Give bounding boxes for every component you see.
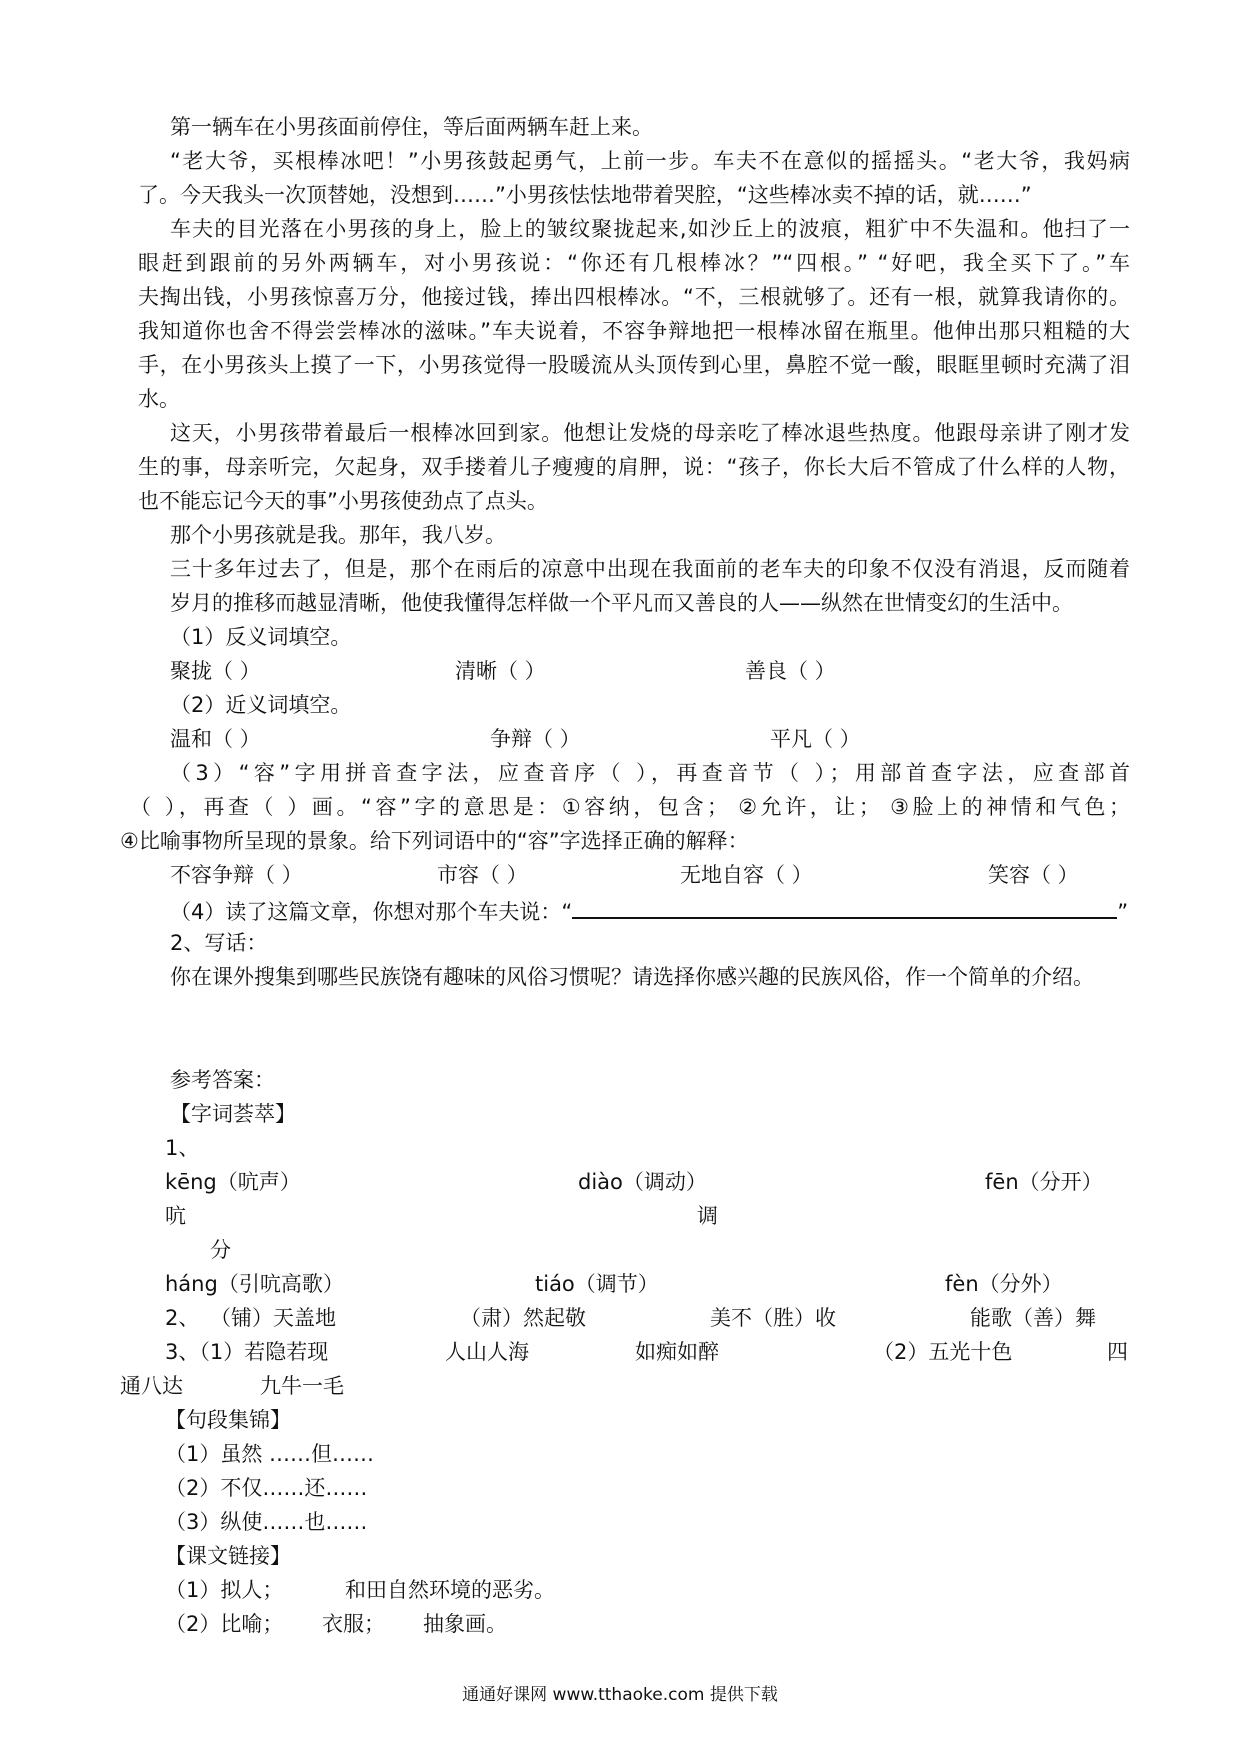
- answer-idiom-1: （铺）天盖地: [210, 1306, 336, 1330]
- answers-item-3-part-1: 3、（1）若隐若现: [165, 1340, 329, 1364]
- answer-pinyin-2: diào（调动）: [578, 1170, 707, 1194]
- question-1-title: （1）反义词填空。: [170, 625, 352, 649]
- question-1-item-a: 聚拢（ ）: [170, 659, 261, 683]
- question-2-title: （2）近义词填空。: [170, 693, 352, 717]
- answer-sentence-3: （3）纵使……也……: [165, 1510, 368, 1534]
- answers-item-3-part-2: （2）五光十色: [873, 1340, 1013, 1364]
- answers-item-2-number: 2、: [165, 1306, 200, 1330]
- passage-paragraph-4-line-2: 生的事，母亲听完，欠起身，双手搂着儿子瘦瘦的肩胛，说：“孩子，你长大后不管成了什么样的人物，: [138, 455, 1130, 479]
- answer-link-2-part-2: 衣服；: [322, 1612, 385, 1636]
- passage-paragraph-5: 那个小男孩就是我。那年，我八岁。: [170, 523, 506, 547]
- passage-paragraph-3-line-1: 车夫的目光落在小男孩的身上，脸上的皱纹聚拢起来,如沙丘上的波痕，粗犷中不失温和。他扫了一: [170, 217, 1130, 241]
- answer-sentence-2: （2）不仅……还……: [165, 1476, 368, 1500]
- question-2-item-c: 平凡（ ）: [770, 727, 861, 751]
- answer-blank-line: [572, 899, 1117, 919]
- passage-paragraph-4-line-1: 这天，小男孩带着最后一根棒冰回到家。他想让发烧的母亲吃了棒冰退些热度。他跟母亲讲了刚才发: [170, 421, 1130, 445]
- question-2-item-b: 争辩（ ）: [490, 727, 581, 751]
- question-1-item-c: 善良（ ）: [745, 659, 836, 683]
- passage-paragraph-6-line-1: 三十多年过去了，但是，那个在雨后的凉意中出现在我面前的老车夫的印象不仅没有消退，反而随着: [170, 557, 1130, 581]
- answer-link-2-part-1: （2）比喻；: [165, 1612, 284, 1636]
- passage-paragraph-2-line-2: 了。今天我头一次顶替她，没想到……”小男孩怯怯地带着哭腔，“这些棒冰卖不掉的话，就……”: [138, 183, 1032, 207]
- answer-idiom-4: 能歌（善）舞: [970, 1306, 1096, 1330]
- answer-idiom-8-start: 四: [1107, 1340, 1128, 1364]
- answer-character-1: 吭: [165, 1204, 186, 1228]
- passage-paragraph-2-line-1: “老大爷，买根棒冰吧！”小男孩鼓起勇气，上前一步。车夫不在意似的摇摇头。“老大爷，我妈病: [170, 149, 1130, 173]
- answer-idiom-2: （肃）然起敬: [460, 1306, 586, 1330]
- answer-idiom-9: 九牛一毛: [260, 1374, 344, 1398]
- passage-paragraph-4-line-3: 也不能忘记今天的事”小男孩使劲点了点头。: [138, 489, 548, 513]
- answer-idiom-8-end: 通八达: [120, 1374, 183, 1398]
- answers-title: 参考答案：: [170, 1068, 275, 1092]
- question-3-line-3: ④比喻事物所呈现的景象。给下列词语中的“容”字选择正确的解释：: [120, 829, 749, 853]
- question-3-item-b: 市容（ ）: [437, 863, 528, 887]
- answer-pinyin-3: fēn（分开）: [985, 1170, 1103, 1194]
- page-footer: 通通好课网 www.tthaoke.com 提供下载: [462, 1685, 778, 1705]
- passage-paragraph-1: 第一辆车在小男孩面前停住，等后面两辆车赶上来。: [170, 115, 653, 139]
- question-3-item-a: 不容争辩（ ）: [170, 863, 303, 887]
- answer-pinyin-4: háng（引吭高歌）: [165, 1272, 344, 1296]
- question-3-item-d: 笑容（ ）: [988, 863, 1079, 887]
- question-4-closing-quote: ”: [1117, 900, 1129, 924]
- answers-section-2-heading: 【句段集锦】: [165, 1408, 291, 1432]
- answer-link-2-part-3: 抽象画。: [423, 1612, 507, 1636]
- answers-item-1-number: 1、: [165, 1136, 200, 1160]
- answers-section-1-heading: 【字词荟萃】: [170, 1102, 296, 1126]
- answer-pinyin-5: tiáo（调节）: [535, 1272, 659, 1296]
- passage-paragraph-6-line-2: 岁月的推移而越显清晰，他使我懂得怎样做一个平凡而又善良的人——纵然在世情变幻的生活中。: [170, 591, 1073, 615]
- question-4-prompt: （4）读了这篇文章，你想对那个车夫说：“: [170, 900, 573, 924]
- answer-link-1-part-2: 和田自然环境的恶劣。: [345, 1578, 555, 1602]
- passage-paragraph-3-line-2: 眼赶到跟前的另外两辆车，对小男孩说：“你还有几根棒冰？”“四根。” “好吧，我全买下了。”车: [138, 251, 1130, 275]
- passage-paragraph-3-line-3: 夫掏出钱，小男孩惊喜万分，他接过钱，捧出四根棒冰。“不，三根就够了。还有一根，就算我请你的。: [138, 285, 1130, 309]
- answer-idiom-5: 人山人海: [445, 1340, 529, 1364]
- answers-section-3-heading: 【课文链接】: [165, 1544, 291, 1568]
- answer-pinyin-1: kēng（吭声）: [165, 1170, 301, 1194]
- passage-paragraph-3-line-4: 我知道你也舍不得尝尝棒冰的滋味。”车夫说着，不容争辩地把一根棒冰留在瓶里。他伸出那只粗糙的大: [138, 319, 1130, 343]
- answer-sentence-1: （1）虽然 ……但……: [165, 1442, 375, 1466]
- answer-pinyin-6: fèn（分外）: [945, 1272, 1063, 1296]
- writing-task-title: 2、写话：: [170, 931, 268, 955]
- answer-idiom-3: 美不（胜）收: [710, 1306, 836, 1330]
- answer-link-1-part-1: （1）拟人；: [165, 1578, 284, 1602]
- answer-character-2: 调: [697, 1204, 718, 1228]
- writing-task-body: 你在课外搜集到哪些民族饶有趣味的风俗习惯呢？请选择你感兴趣的民族风俗，作一个简单的介绍。: [170, 965, 1094, 989]
- question-3-item-c: 无地自容（ ）: [680, 863, 813, 887]
- answer-idiom-6: 如痴如醉: [635, 1340, 719, 1364]
- passage-paragraph-3-line-5: 手，在小男孩头上摸了一下，小男孩觉得一股暖流从头顶传到心里，鼻腔不觉一酸，眼眶里顿时充满了泪: [138, 353, 1130, 377]
- question-2-item-a: 温和（ ）: [170, 727, 261, 751]
- question-3-line-2: （ ），再查（ ）画。“容”字的意思是：①容纳，包含； ②允许，让； ③脸上的神情和气色；: [130, 795, 1130, 819]
- passage-paragraph-3-line-6: 水。: [138, 387, 180, 411]
- question-3-line-1: （3）“容”字用拼音查字法，应查音序（ ），再查音节（ ）；用部首查字法，应查部首: [170, 761, 1130, 785]
- question-1-item-b: 清晰（ ）: [455, 659, 546, 683]
- answer-character-3: 分: [210, 1238, 231, 1262]
- question-4-line: [170, 899, 1128, 923]
